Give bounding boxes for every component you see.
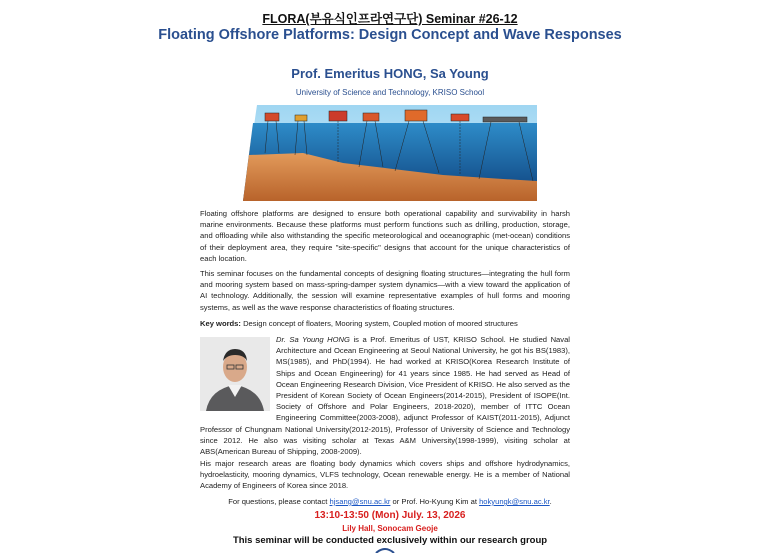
keywords-text: Design concept of floaters, Mooring system, Coupled motion of moored structures: [243, 319, 518, 328]
offshore-platforms-illustration: [243, 105, 537, 201]
abstract-paragraph-2: This seminar focuses on the fundamental concepts of designing floating structures—integrating the hull form and mooring system based on mass-spring-damper system dynamics—with a view toward the application of AI technology. Additionally, the session will examine representative examples of hull forms and mooring systems, as well as the wave response characteristics of floating structures.: [200, 269, 570, 312]
speaker-bio: [200, 334, 570, 457]
contact-line: [0, 497, 780, 506]
speaker-name: Prof. Emeritus HONG, Sa Young: [291, 66, 489, 81]
logo-icon: [374, 547, 396, 553]
contact-email-1[interactable]: hjsang@snu.ac.kr: [329, 497, 391, 506]
contact-email-2[interactable]: hokyungk@snu.ac.kr: [479, 497, 550, 506]
event-notice: This seminar will be conducted exclusively within our research group: [232, 535, 548, 546]
research-areas: His major research areas are floating body dynamics which covers ships and offshore hydrodynamics, hydroelasticity, mooring dynamics, VLFS technology, Ocean renewable energy. He is a member of National Academy of Engineers of Korea since 2018.: [200, 459, 570, 491]
speaker-affiliation: University of Science and Technology, KRISO School: [295, 88, 485, 97]
bio-text: is a Prof. Emeritus of UST, KRISO School. He studied Naval Architecture and Ocean Engineering at Seoul National University, he got his BS(1983), MS(1985), and PhD(1994). He had worked at KRISO(Korea Research Institute of Ships and Ocean Engineering) for 41 years since 1985. He had served as Head of Ocean Engineering Research Division, Vice President of KRISO. He also served as the President of Korean Society of Ocean Engineers(2014-2015), President of ISOPE(Int. Society of Offshore and Polar Engineers, 2018-2020), member of ITTC Ocean Engineering Committee(2003-2008), adjunct Professor of KAIST(2011-2015), Adjunct Professor of Chungnam National University(2012-2015), Professor of University of Science and Technology since 2012. He also was visiting scholar at Texas A&M University(1998-1999), visiting scholar at ABS(American Bureau of Shipping, 2008-2009).: [200, 335, 570, 457]
seminar-series-title: FLORA(부유식인프라연구단) Seminar #26-12: [262, 12, 518, 26]
abstract-paragraph-1: Floating offshore platforms are designed to ensure both operational capability and survivability in harsh marine environments. Because these platforms must perform functions such as drilling, production, storage, and offloading while also withstanding the specific meteorological and oceanographic (met-ocean) conditions of their deployment area, they require "site-specific" designs that account for the unique characteristics of each location.: [200, 209, 570, 263]
event-time: 13:10-13:50 (Mon) July. 13, 2026: [314, 510, 466, 521]
keywords-line: [200, 318, 570, 329]
event-venue: Lily Hall, Sonocam Geoje: [342, 524, 438, 533]
seminar-title: Floating Offshore Platforms: Design Concept and Wave Responses: [158, 27, 622, 43]
contact-prefix: For questions, please contact: [228, 497, 330, 506]
bio-name: Dr. Sa Young HONG: [276, 335, 350, 344]
keywords-label: Key words:: [200, 319, 241, 328]
contact-suffix: .: [549, 497, 552, 506]
contact-middle: or Prof. Ho-Kyung Kim at: [390, 497, 480, 506]
